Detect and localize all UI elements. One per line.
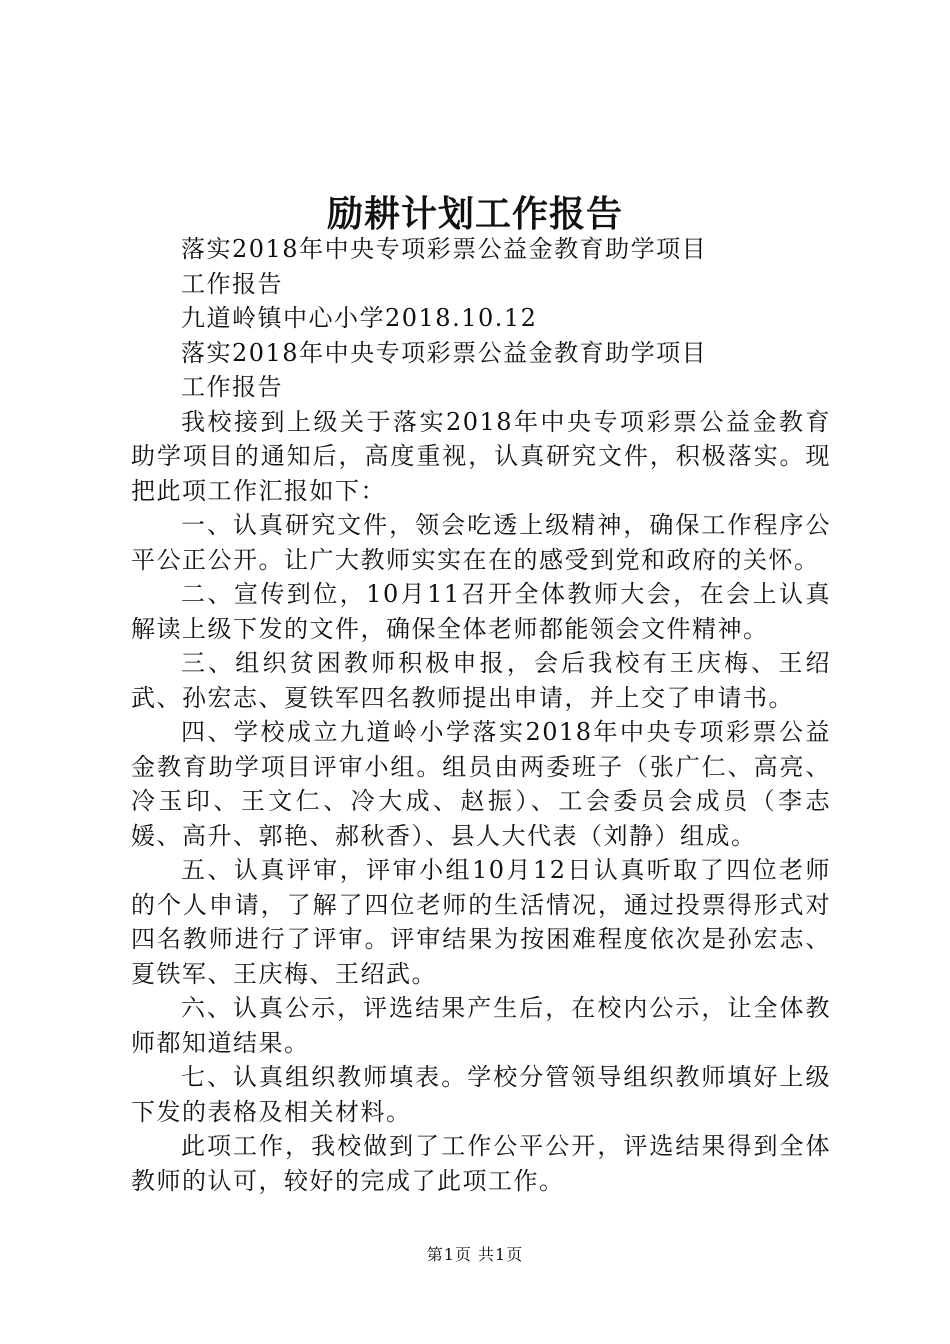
paragraph-item-5: 五、认真评审，评审小组10月12日认真听取了四位老师的个人申请，了解了四位老师的生活情况，通过投票得形式对四名教师进行了评审。评审结果为按困难程度依次是孙宏志、夏铁军、王庆梅、王绍武。: [131, 856, 831, 988]
paragraph-report-label: 工作报告: [181, 269, 283, 298]
paragraph-item-6: 六、认真公示，评选结果产生后，在校内公示，让全体教师都知道结果。: [131, 994, 831, 1057]
paragraph-item-2: 二、宣传到位，10月11召开全体教师大会，在会上认真解读上级下发的文件，确保全体老师都能领会文件精神。: [131, 580, 831, 643]
page-footer: 第1页 共1页: [426, 1245, 524, 1264]
document-body: [131, 232, 831, 1198]
paragraph-item-4: 四、学校成立九道岭小学落实2018年中央专项彩票公益金教育助学项目评审小组。组员由两委班子（张广仁、高亮、冷玉印、王文仁、冷大成、赵振）、工会委员会成员（李志媛、高升、郭艳、郝秋香）、县人大代表（刘静）组成。: [131, 718, 831, 850]
paragraph-report-label-repeat: 工作报告: [181, 373, 283, 401]
paragraph-conclusion: 此项工作，我校做到了工作公平公开，评选结果得到全体教师的认可，较好的完成了此项工作。: [131, 1132, 831, 1195]
paragraph-project-heading: 落实2018年中央专项彩票公益金教育助学项目: [181, 235, 708, 263]
paragraph-item-7: 七、认真组织教师填表。学校分管领导组织教师填好上级下发的表格及相关材料。: [131, 1063, 831, 1126]
document-title: 励耕计划工作报告: [326, 193, 623, 235]
paragraph-item-3: 三、组织贫困教师积极申报，会后我校有王庆梅、王绍武、孙宏志、夏铁军四名教师提出申请，并上交了申请书。: [131, 649, 831, 712]
paragraph-item-1: 一、认真研究文件，领会吃透上级精神，确保工作程序公平公正公开。让广大教师实实在在的感受到党和政府的关怀。: [131, 511, 831, 574]
paragraph-intro: 我校接到上级关于落实2018年中央专项彩票公益金教育助学项目的通知后，高度重视，认真研究文件，积极落实。现把此项工作汇报如下：: [131, 407, 831, 505]
paragraph-project-heading-repeat: 落实2018年中央专项彩票公益金教育助学项目: [181, 338, 708, 367]
paragraph-school-date: 九道岭镇中心小学2018.10.12: [181, 304, 538, 332]
